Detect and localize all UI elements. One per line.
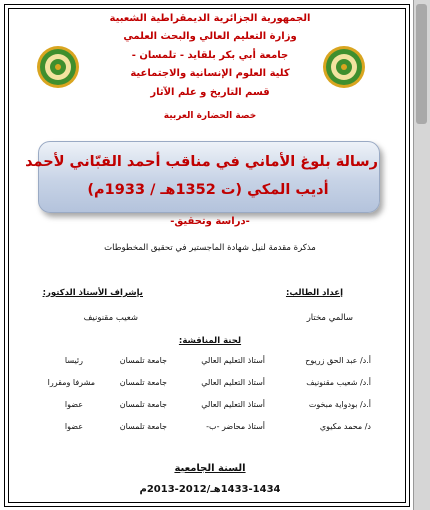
member-role: رئيسا bbox=[64, 356, 83, 365]
member-role: مشرفا ومقررا bbox=[47, 378, 95, 387]
ministry-line: وزارة التعليم العالي والبحث العلمي bbox=[123, 31, 297, 42]
republic-line: الجمهورية الجزائرية الديمقراطية الشعبية bbox=[109, 13, 311, 24]
department-line: قسم التاريخ و علم الآثار bbox=[150, 87, 270, 98]
thesis-title-line-1: رسالة بلوغ الأماني في مناقب أحمد القبّاني لأحمد bbox=[25, 154, 378, 170]
member-rank: أستاذ التعليم العالي bbox=[201, 378, 265, 387]
university-seal-left-icon bbox=[36, 45, 80, 89]
committee-heading: لجنة المناقشة: bbox=[178, 336, 242, 346]
member-university: جامعة تلمسان bbox=[119, 422, 167, 431]
member-rank: أستاذ التعليم العالي bbox=[201, 356, 265, 365]
member-role: عضوا bbox=[64, 422, 83, 431]
member-university: جامعة تلمسان bbox=[119, 356, 167, 365]
supervisor-heading: بإشراف الأستاذ الدكتور: bbox=[42, 288, 143, 298]
supervisor-name: شعيب مقنونيف bbox=[83, 313, 138, 323]
member-name: أ.د/ بودواية مبخوت bbox=[308, 400, 371, 409]
thesis-title-line-2: أديب المكي (ت 1352هـ / 1933م) bbox=[87, 182, 329, 198]
university-line: جامعة أبي بكر بلقايد - تلمسان - bbox=[131, 50, 289, 61]
faculty-line: كلية العلوم الإنسانية والاجتماعية bbox=[130, 68, 290, 79]
member-rank: أستاذ محاضر -ب- bbox=[206, 422, 265, 431]
scrollbar-thumb[interactable] bbox=[416, 4, 427, 124]
member-role: عضوا bbox=[64, 400, 83, 409]
member-name: أ.د/ عبد الحق زريوح bbox=[305, 356, 371, 365]
member-name: د/ محمد مكيوي bbox=[319, 422, 371, 431]
study-subtitle: -دراسة وتحقيق- bbox=[170, 216, 250, 227]
academic-year-value: 1433-1434هـ/2012-2013م bbox=[139, 484, 281, 495]
student-heading: إعداد الطالب: bbox=[285, 288, 343, 298]
thesis-note: مذكرة مقدمة لنيل شهادة الماجستير في تحقيق المخطوطات bbox=[104, 243, 316, 253]
member-university: جامعة تلمسان bbox=[119, 378, 167, 387]
member-university: جامعة تلمسان bbox=[119, 400, 167, 409]
vertical-scrollbar[interactable] bbox=[414, 0, 430, 510]
academic-year-label: السنة الجامعية bbox=[174, 463, 246, 474]
university-seal-right-icon bbox=[322, 45, 366, 89]
member-rank: أستاذ التعليم العالي bbox=[201, 400, 265, 409]
member-name: أ.د/ شعيب مقنونيف bbox=[306, 378, 371, 387]
specialty-line: خصة الحضارة العربية bbox=[163, 111, 257, 121]
thesis-title-box bbox=[25, 141, 380, 213]
student-name: سالمي مختار bbox=[306, 313, 353, 323]
